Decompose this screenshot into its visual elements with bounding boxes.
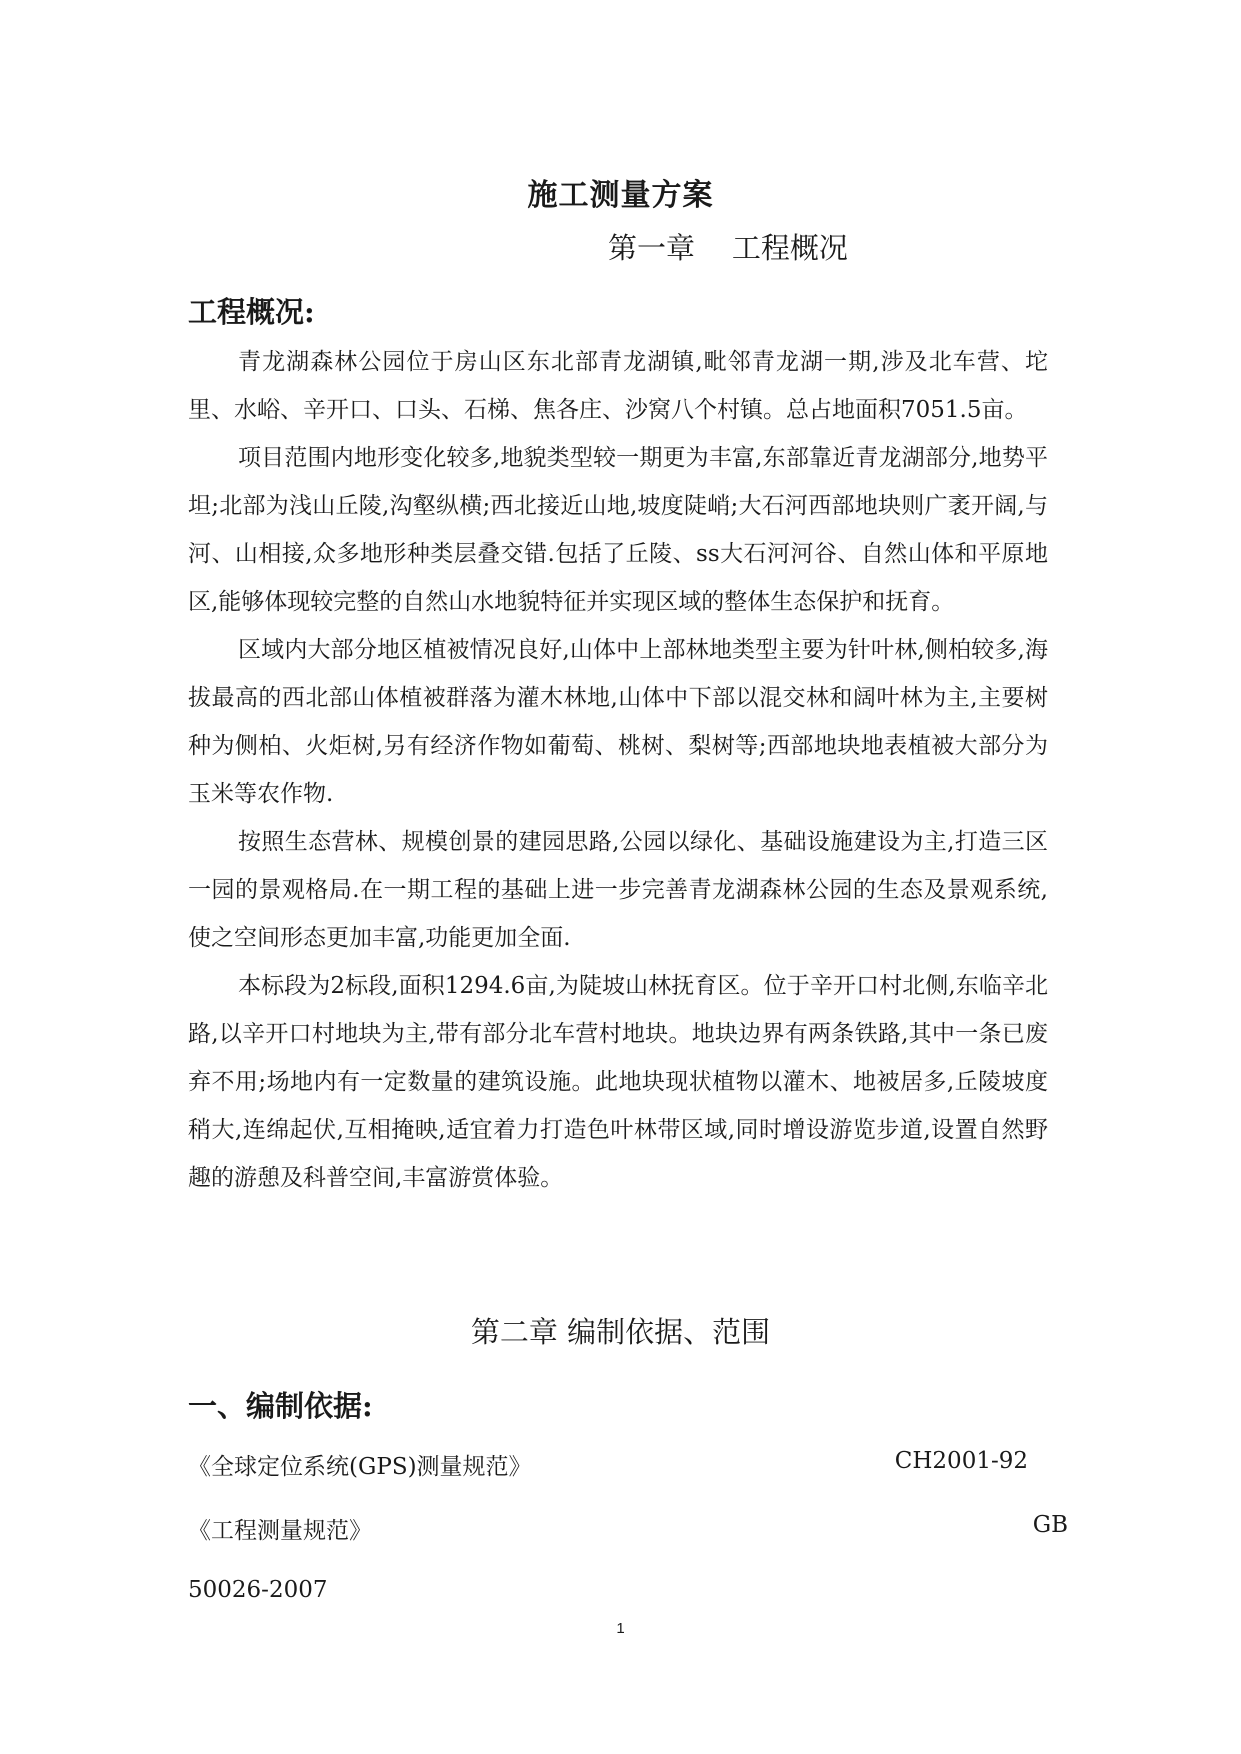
- document-title: 施工测量方案: [527, 178, 714, 213]
- paragraph: 青龙湖森林公园位于房山区东北部青龙湖镇,毗邻青龙湖一期,涉及北车营、坨里、水峪、辛开口、口头、石梯、焦各庄、沙窝八个村镇。总占地面积7051.5亩。: [188, 349, 1048, 423]
- reference-name: 《工程测量规范》: [188, 1518, 372, 1544]
- reference-code: CH2001-92: [894, 1448, 1028, 1474]
- paragraph: 区域内大部分地区植被情况良好,山体中上部林地类型主要为针叶林,侧柏较多,海拔最高的西北部山体植被群落为灌木林地,山体中下部以混交林和阔叶林为主,主要树种为侧柏、火炬树,另有经济作物如葡萄、桃树、梨树等;西部地块地表植被大部分为玉米等农作物.: [188, 637, 1048, 807]
- overview-body: [188, 338, 1048, 1202]
- reference-item: [188, 1448, 1068, 1488]
- paragraph: 按照生态营林、规模创景的建园思路,公园以绿化、基础设施建设为主,打造三区一园的景观格局.在一期工程的基础上进一步完善青龙湖森林公园的生态及景观系统,使之空间形态更加丰富,功能更加全面.: [188, 829, 1048, 951]
- reference-name: 《全球定位系统(GPS)测量规范》: [188, 1454, 532, 1480]
- paragraph: 项目范围内地形变化较多,地貌类型较一期更为丰富,东部靠近青龙湖部分,地势平坦;北部为浅山丘陵,沟壑纵横;西北接近山地,坡度陡峭;大石河西部地块则广袤开阔,与河、山相接,众多地形种类层叠交错.包括了丘陵、ss大石河河谷、自然山体和平原地区,能够体现较完整的自然山水地貌特征并实现区域的整体生态保护和抚育。: [188, 445, 1048, 615]
- page-number: 1: [616, 1620, 625, 1637]
- reference-code: GB: [1032, 1512, 1068, 1538]
- chapter-one-heading: 第一章 工程概况: [608, 231, 848, 265]
- section-heading-basis: 一、编制依据:: [188, 1389, 373, 1423]
- section-heading-overview: 工程概况:: [188, 295, 315, 329]
- paragraph: 本标段为2标段,面积1294.6亩,为陡坡山林抚育区。位于辛开口村北侧,东临辛北路,以辛开口村地块为主,带有部分北车营村地块。地块边界有两条铁路,其中一条已废弃不用;场地内有一定数量的建筑设施。此地块现状植物以灌木、地被居多,丘陵坡度稍大,连绵起伏,互相掩映,适宜着力打造色叶林带区域,同时增设游览步道,设置自然野趣的游憩及科普空间,丰富游赏体验。: [188, 973, 1048, 1191]
- reference-code-continuation: 50026-2007: [188, 1577, 328, 1603]
- chapter-two-heading: 第二章 编制依据、范围: [470, 1315, 771, 1349]
- reference-item: [188, 1512, 1068, 1552]
